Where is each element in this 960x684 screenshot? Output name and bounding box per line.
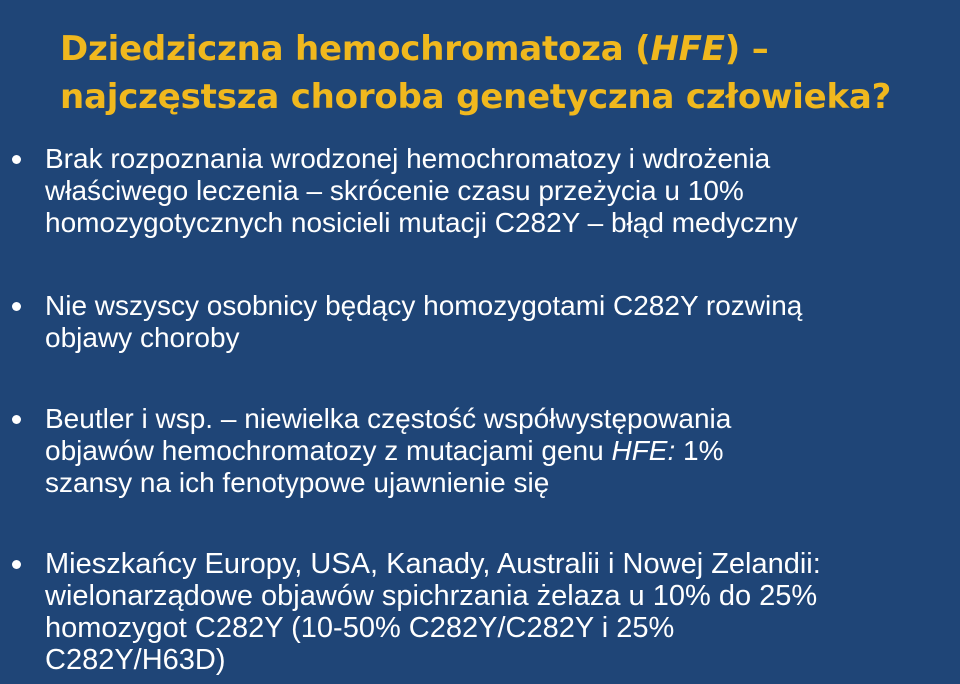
slide-title-line-1 bbox=[60, 25, 940, 73]
bullet-line: Brak rozpoznania wrodzonej hemochromatozy i wdrożenia bbox=[45, 143, 771, 174]
bullet-line: C282Y/H63D) bbox=[45, 644, 226, 676]
bullet-line: homozygot C282Y (10-50% C282Y/C282Y i 25% bbox=[45, 612, 675, 644]
bullet-line: właściwego leczenia – skrócenie czasu przeżycia u 10% bbox=[45, 175, 744, 206]
bullet-dot-icon bbox=[12, 415, 21, 424]
title-text-end: ) – bbox=[724, 28, 769, 69]
bullet-text bbox=[45, 290, 802, 354]
bullet-line: szansy na ich fenotypowe ujawnienie się bbox=[45, 467, 550, 498]
slide-title-line-2: najczęstsza choroba genetyczna człowieka? bbox=[60, 76, 892, 117]
bullet-text bbox=[45, 403, 731, 499]
gene-name-text: HFE: bbox=[611, 435, 676, 466]
bullet-line: Beutler i wsp. – niewielka częstość współwystępowania bbox=[45, 403, 732, 434]
bullet-line: wielonarządowe objawów spichrzania żelaza u 10% do 25% bbox=[45, 580, 818, 612]
bullet-text bbox=[45, 143, 798, 239]
bullet-dot-icon bbox=[12, 155, 21, 164]
bullet-line: Nie wszyscy osobnicy będący homozygotami C282Y rozwiną bbox=[45, 290, 803, 321]
bullet-line: Mieszkańcy Europy, USA, Kanady, Australii i Nowej Zelandii: bbox=[45, 548, 821, 580]
bullet-line: homozygotycznych nosicieli mutacji C282Y – błąd medyczny bbox=[45, 207, 798, 238]
bullet-line bbox=[45, 435, 731, 467]
title-gene-name: HFE bbox=[650, 28, 725, 69]
bullet-dot-icon bbox=[12, 560, 21, 569]
title-text: Dziedziczna hemochromatoza ( bbox=[60, 28, 651, 69]
bullet-dot-icon bbox=[12, 302, 21, 311]
bullet-text bbox=[45, 548, 821, 676]
bullet-line: objawy choroby bbox=[45, 322, 240, 353]
bullet-line-text: objawów hemochromatozy z mutacjami genu bbox=[45, 435, 612, 466]
bullet-line-text-end: 1% bbox=[675, 435, 724, 466]
slide-title bbox=[60, 25, 940, 121]
